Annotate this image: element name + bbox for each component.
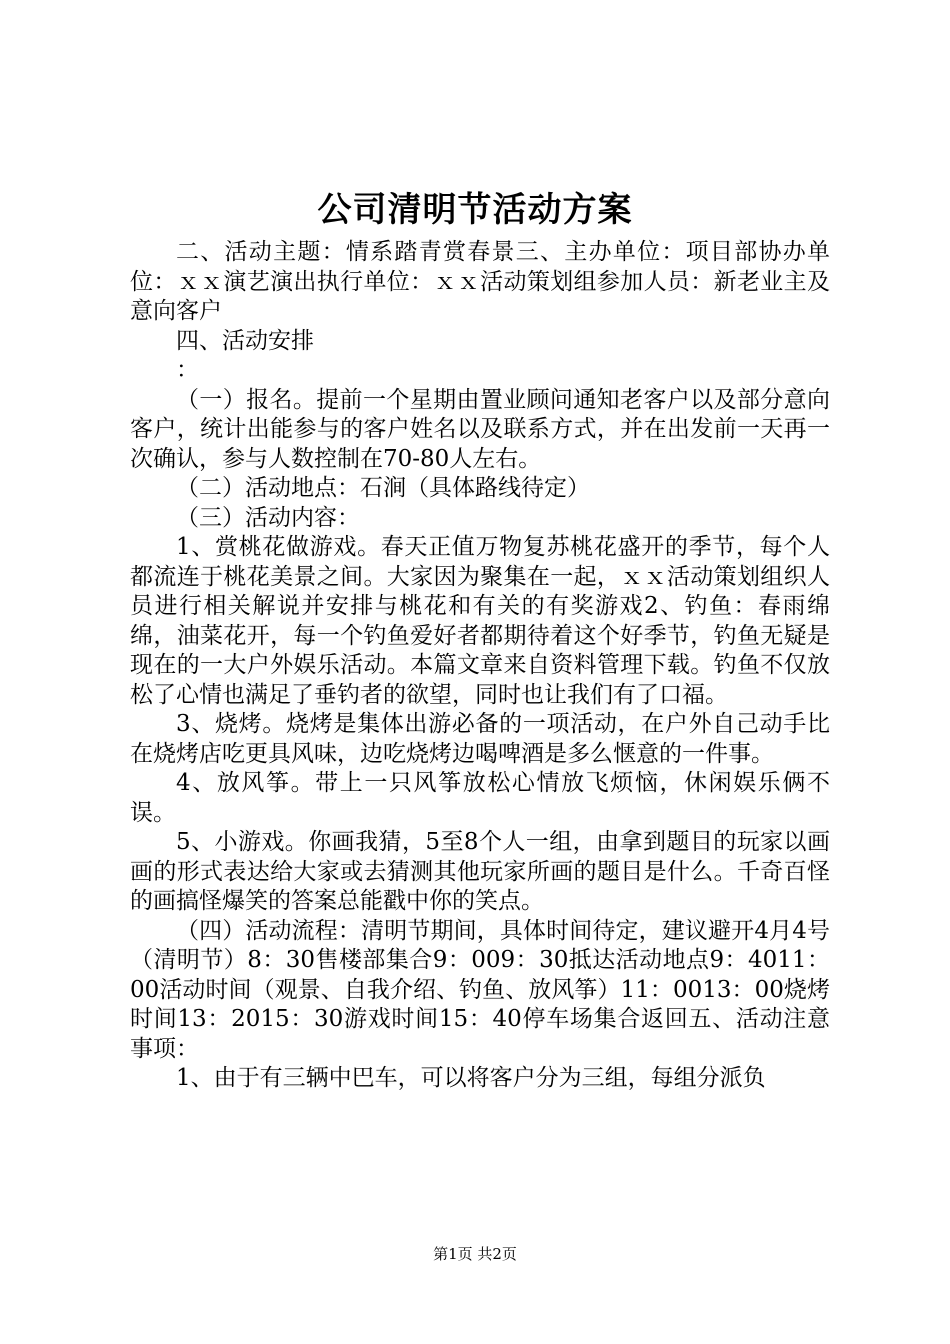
paragraph-content-heading: （三）活动内容：	[176, 504, 360, 531]
paragraph-registration: （一）报名。提前一个星期由置业顾问通知老客户以及部分意向客户，统计出能参与的客户姓名以及联系方式，并在出发前一天再一次确认，参与人数控制在70-80人左右。	[130, 386, 830, 472]
paragraph-barbecue: 3、烧烤。烧烤是集体出游必备的一项活动，在户外自己动手比在烧烤店吃更具风味，边吃烧烤边喝啤酒是多么惬意的一件事。	[130, 711, 830, 767]
paragraph-theme-organizers: 二、活动主题：情系踏青赏春景三、主办单位：项目部协办单位：ｘｘ演艺演出执行单位：ｘｘ活动策划组参加人员：新老业主及意向客户	[130, 239, 830, 324]
page-footer: 第1页 共2页	[433, 1245, 517, 1263]
paragraph-location: （二）活动地点：石涧（具体路线待定）	[176, 475, 590, 501]
paragraph-schedule: （四）活动流程：清明节期间，具体时间待定，建议避开4月4号（清明节）8：30售楼部集合9：009：30抵达活动地点9：4011：00活动时间（观景、自我介绍、钓鱼、放风筝）11：0013：00烧烤时间13：2015：30游戏时间15：40停车场集合返回五、活动注意事项：	[130, 917, 830, 1062]
paragraph-kite: 4、放风筝。带上一只风筝放松心情放飞烦恼，休闲娱乐俩不误。	[130, 770, 830, 826]
paragraph-section-four-heading: 四、活动安排	[176, 327, 314, 354]
document-body	[130, 238, 830, 1094]
paragraph-mini-games: 5、小游戏。你画我猜，5至8个人一组，由拿到题目的玩家以画画的形式表达给大家或去猜测其他玩家所画的题目是什么。千奇百怪的画搞怪爆笑的答案总能戳中你的笑点。	[130, 829, 830, 914]
paragraph-colon: ：	[176, 357, 199, 383]
paragraph-peach-blossom-fishing: 1、赏桃花做游戏。春天正值万物复苏桃花盛开的季节，每个人都流连于桃花美景之间。大家因为聚集在一起，ｘｘ活动策划组织人员进行相关解说并安排与桃花和有关的有奖游戏2、钓鱼：春雨绵绵，油菜花开，每一个钓鱼爱好者都期待着这个好季节，钓鱼无疑是现在的一大户外娱乐活动。本篇文章来自资料管理下载。钓鱼不仅放松了心情也满足了垂钓者的欲望，同时也让我们有了口福。	[130, 534, 830, 708]
document-title: 公司清明节活动方案	[317, 190, 633, 230]
paragraph-notes-start: 1、由于有三辆中巴车，可以将客户分为三组，每组分派负	[176, 1065, 766, 1091]
